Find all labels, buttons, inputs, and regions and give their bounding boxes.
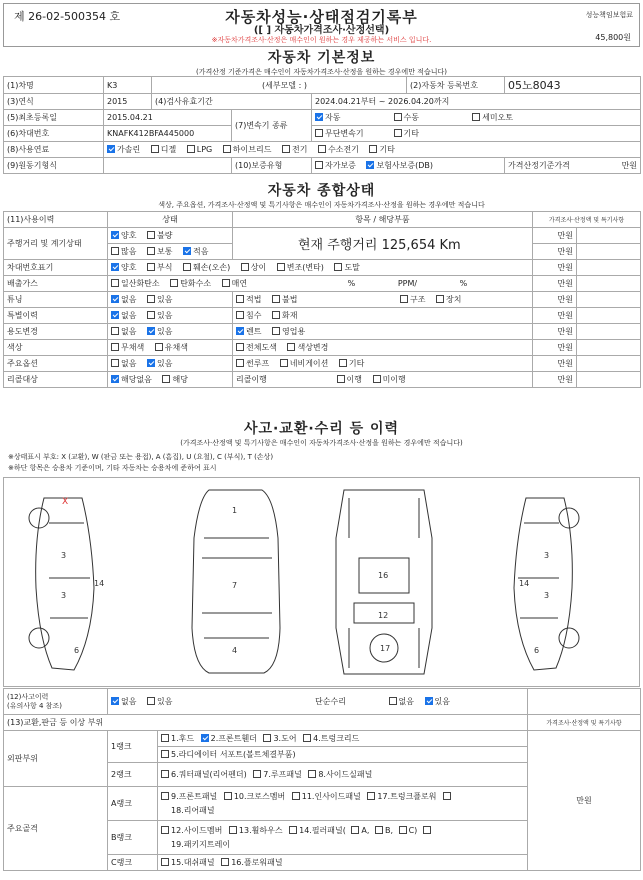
opt-label: 무채색 [121,343,145,352]
front-panel-check[interactable] [161,792,169,800]
document-header [3,3,640,47]
vin-value: KNAFK412BFA445000 [104,126,232,142]
svg-text:4: 4 [232,646,238,655]
opt-label: 자가보증 [325,161,356,170]
rankA-label: A랭크 [108,787,158,821]
odo-state-2 [108,244,233,260]
accident-table [3,688,641,871]
vinmark-diff-check[interactable] [241,263,249,271]
inside-panel-check[interactable] [292,792,300,800]
hybrid-check[interactable] [223,145,231,153]
opt-label: 없음 [121,697,137,706]
price-label: 가격산정기준가격 [508,161,570,170]
unit: 만원 [533,340,577,356]
side-sill-check[interactable] [308,770,316,778]
usage-detail [233,324,533,340]
first-reg-label: (5)최초등록일 [4,110,104,126]
status-h-price: 가격조사·산정액 및 특기사항 [533,212,641,228]
odo-few-check[interactable] [183,247,191,255]
tuning-illegal-check[interactable] [272,295,280,303]
special-detail [233,308,533,324]
opt-label: 무단변속기 [325,129,364,138]
document-subtitle: ([ ] 자동차가격조사·산정선택) [253,25,390,36]
opt-label: 이행 [346,375,363,384]
plate-number: 05노8043 [505,77,641,94]
floor-panel-check[interactable] [221,858,229,866]
parts-price-header: 가격조사·산정액 및 특기사항 [528,715,641,731]
manual-check[interactable] [394,113,402,121]
unit: 만원 [533,276,577,292]
unit: 만원 [533,228,577,244]
opt-label: 구조 [410,295,426,304]
opt-label: 가솔린 [117,145,141,154]
opt-label: 6.쿼터패널(리어펜더) [171,770,247,779]
opt-label: 전기 [291,145,308,154]
opt-label: 도말 [344,263,360,272]
unit: 만원 [533,260,577,276]
opt-label: 보통 [157,247,173,256]
opt-label: 세미오토 [482,113,514,122]
emission-options [108,276,533,292]
opt-label: 1.후드 [171,734,195,743]
parts-unit: 만원 [528,731,641,871]
auto-check[interactable] [315,113,323,121]
odo-good-check[interactable] [111,231,119,239]
hydrogen-check[interactable] [318,145,326,153]
opt-label: 장치 [446,295,462,304]
car-diagram [3,477,640,687]
price-unit: 만원 [621,161,638,170]
options-label: 주요옵션 [4,356,108,372]
hist-options [108,689,528,715]
quarter-panel-check[interactable] [161,770,169,778]
rankB-row [158,821,528,855]
pillar-b-check[interactable] [375,826,383,834]
sunroof-check[interactable] [236,359,244,367]
odo-normal-check[interactable] [147,247,155,255]
status-h-item: (11)사용이력 [4,212,108,228]
outer-label: 외판부위 [4,731,108,787]
trunk-floor-mark-check[interactable] [443,792,451,800]
cvt-check[interactable] [315,129,323,137]
special-label: 특별이력 [4,308,108,324]
odometer-reading: 현재 주행거리 125,654 Km [233,228,533,260]
odo-bad-check[interactable] [147,231,155,239]
usage-state [108,324,233,340]
svg-text:6: 6 [534,646,540,655]
dash-panel-check[interactable] [161,858,169,866]
opt-label: 있음 [157,295,173,304]
unit: 만원 [533,372,577,388]
hist-label-cell [4,689,108,715]
opt-label: 기타 [348,359,365,368]
opt-label: 훼손(오손) [193,263,231,272]
tuning-label: 튜닝 [4,292,108,308]
options-none-check[interactable] [111,359,119,367]
basic-info-heading [3,47,640,77]
svg-text:6: 6 [74,646,80,655]
diesel-check[interactable] [151,145,159,153]
pillar-mark-check[interactable] [423,826,431,834]
tuning-legal-check[interactable] [236,295,244,303]
recall2-label: 리콜이행 [236,375,267,384]
status-h-note: 항목 / 해당부품 [233,212,533,228]
opt-label: 11.인사이드패널 [301,791,361,801]
self-guarantee-check[interactable] [315,161,323,169]
recall-notdone-check[interactable] [373,375,381,383]
basic-info-sub: (가격산정 기준가격은 매수인이 자동차가격조사·산정을 원하는 경우에만 적습니다) [196,68,447,76]
basic-info-table [3,76,641,174]
lpg-check[interactable] [187,145,195,153]
status-sub: 색상, 주요옵션, 가격조사·산정액 및 특기사항은 매수인이 자동차가격조사·산정을 원하는 경우에만 적습니다 [158,201,485,209]
vinmark-options [108,260,533,276]
opt-label: 유채색 [164,343,188,352]
rank2-label: 2랭크 [108,763,158,787]
svg-text:3: 3 [61,551,67,560]
opt-label: 네비게이션 [289,359,329,368]
recall-label: 리콜대상 [4,372,108,388]
pillar-panel-check[interactable] [289,826,297,834]
svg-text:16: 16 [378,571,389,580]
opt-label: 수소전기 [327,145,359,154]
opt-label: 적음 [193,247,209,256]
opt-label: 있음 [157,359,173,368]
options-detail [233,356,533,372]
opt-label: 있음 [157,327,173,336]
rankB-label: B랭크 [108,821,158,855]
simple-yes-check[interactable] [425,697,433,705]
svg-text:3: 3 [61,591,67,600]
opt-label: 부식 [157,263,173,272]
simple-none-check[interactable] [389,697,397,705]
opt-label: 적법 [246,295,262,304]
engine-type-label: (9)원동기형식 [4,158,104,174]
color-state [108,340,233,356]
roof-panel-check[interactable] [253,770,261,778]
opt-label: 8.사이드실패널 [318,770,373,779]
transmission-options-2 [312,126,641,142]
name-label: (1)차명 [4,77,104,94]
opt-label: 전체도색 [246,343,277,352]
accident-title: 사고·교환·수리 등 이력 [243,421,400,437]
valid-value: 2024.04.21부터 ~ 2026.04.20까지 [312,94,641,110]
opt-label: 영업용 [282,327,306,336]
recall-state [108,372,233,388]
opt-label: 5.라디에이터 서포트(볼트체결부품) [171,750,296,759]
svg-text:14: 14 [519,579,530,588]
svg-text:7: 7 [232,581,238,590]
opt-label: 있음 [434,697,450,706]
smoke-check[interactable] [222,279,230,287]
opt-label: 4.트렁크리드 [313,734,360,743]
simple-repair-label: 단순수리 [315,697,346,706]
vinmark-smear-check[interactable] [334,263,342,271]
unit-pct: % [459,279,468,288]
opt-label: 16.플로워패널 [231,858,283,867]
usage-yes-check[interactable] [147,327,155,335]
unit: 만원 [533,356,577,372]
opt-label: 기타 [403,129,420,138]
guarantee-label: (10)보증유형 [232,158,312,174]
basic-info-title: 자동차 기본정보 [267,50,376,66]
status-heading [3,180,640,210]
opt-label: 없음 [121,359,137,368]
opt-label: LPG [196,145,213,154]
accident-heading [3,418,640,448]
opt-label: 17.트렁크플로워 [377,791,437,801]
full-paint-check[interactable] [236,343,244,351]
color-change-check[interactable] [287,343,295,351]
special-state [108,308,233,324]
semi-auto-check[interactable] [472,113,480,121]
opt-label: 해당없음 [121,375,152,384]
tuning-detail [233,292,533,308]
recall-na-check[interactable] [111,375,119,383]
fuel-options [104,142,641,158]
opt-label: 변조(변타) [286,263,324,272]
package-tray-label: 19.패키지트레이 [171,839,231,849]
accident-sub: (가격조사·산정액 및 특기사항은 매수인이 자동차가격조사·산정을 원하는 경우에만 적습니다) [180,439,463,447]
insurance-fee: 45,800원 [595,33,631,42]
opt-label: 3.도어 [273,734,297,743]
guarantee-options [312,158,505,174]
opt-label: 7.루프패널 [263,770,302,779]
opt-label: 9.프론트패널 [171,791,218,801]
car-name: K3 [104,77,152,94]
legend-note: ※하단 항목은 승용차 기준이며, 기타 자동차는 승용차에 준하여 표시 [8,464,217,472]
vinmark-rust-check[interactable] [147,263,155,271]
fire-check[interactable] [272,311,280,319]
opt-label: 매연 [231,279,248,288]
svg-text:12: 12 [378,611,389,620]
navigation-check[interactable] [280,359,288,367]
opt-label: 미이행 [382,375,406,384]
emission-label: 배출가스 [4,276,108,292]
tuning-none-check[interactable] [111,295,119,303]
options-yes-check[interactable] [147,359,155,367]
color-detail [233,340,533,356]
hist-label: (12)사고이력 [7,692,49,701]
opt-label: 디젤 [160,145,177,154]
opt-label: 탄화수소 [180,279,212,288]
unit: 만원 [533,324,577,340]
opt-label: 15.대쉬패널 [171,858,215,867]
odo-state-1 [108,228,233,244]
trans-other-check[interactable] [394,129,402,137]
rank1-label: 1랭크 [108,731,158,763]
fuel-label: (8)사용연료 [4,142,104,158]
fuel-other-check[interactable] [369,145,377,153]
status-title: 자동차 종합상태 [267,183,376,199]
opt-label: 불량 [157,231,173,240]
unit: 만원 [533,308,577,324]
radiator-support-check[interactable] [161,750,169,758]
opt-label: 14.필러패널( [299,825,346,835]
electric-check[interactable] [282,145,290,153]
rankC-row [158,855,528,871]
gasoline-check[interactable] [107,145,115,153]
opt-label: C) [408,825,418,835]
rent-check[interactable] [236,327,244,335]
opt-label: 있음 [157,697,173,706]
co-check[interactable] [111,279,119,287]
opt-label: 10.크로스멤버 [233,791,286,801]
hc-check[interactable] [170,279,178,287]
opt-label: 2.프론트휀더 [210,734,257,743]
first-reg-value: 2015.04.21 [104,110,232,126]
opt-label: A, [361,825,370,835]
unit: 만원 [533,292,577,308]
opt-label: 보험사보증(DB) [376,161,433,170]
pillar-a-check[interactable] [351,826,359,834]
chromatic-check[interactable] [155,343,163,351]
opt-label: 침수 [246,311,262,320]
opt-label: 하이브리드 [232,145,272,154]
insurer-guarantee-check[interactable] [366,161,374,169]
usage-label: 용도변경 [4,324,108,340]
hist-note: (유의사항 4 참조) [7,701,62,710]
opt-label: 수동 [403,113,420,122]
trunk-lid-check[interactable] [303,734,311,742]
svg-text:3: 3 [544,551,550,560]
opt-label: 있음 [157,311,173,320]
unit-ppm: PPM/ [397,279,418,288]
transmission-label: (7)변속기 종류 [232,110,312,142]
status-table [3,211,641,388]
opt-label: 불법 [282,295,298,304]
opt-label: 화재 [282,311,298,320]
year-label: (3)연식 [4,94,104,110]
tuning-state [108,292,233,308]
color-label: 색상 [4,340,108,356]
rear-panel-label: 18.리어패널 [171,805,215,815]
year-value: 2015 [104,94,152,110]
recall-done-check[interactable] [337,375,345,383]
vinmark-damage-check[interactable] [183,263,191,271]
exchange-mark: X [62,497,69,507]
business-check[interactable] [272,327,280,335]
special-none-check[interactable] [111,311,119,319]
tuning-struct-check[interactable] [400,295,408,303]
hist-none-check[interactable] [111,697,119,705]
opt-label: B, [384,825,394,835]
vin-label: (6)차대번호 [4,126,104,142]
opt-label: 12.사이드멤버 [171,825,223,835]
opt-label: 상이 [250,263,267,272]
insurance-label: 성능책임보험료 [585,11,633,19]
opt-label: 색상변경 [297,343,329,352]
vinmark-alter-check[interactable] [277,263,285,271]
document-title: 자동차성능·상태점검기록부 [225,8,418,26]
svg-text:14: 14 [94,579,105,588]
opt-label: 양호 [121,263,137,272]
plate-label: (2)자동차 등록번호 [407,77,505,94]
cross-member-check[interactable] [224,792,232,800]
opt-label: 없음 [121,295,137,304]
opt-label: 자동 [325,113,341,122]
achromatic-check[interactable] [111,343,119,351]
tuning-device-check[interactable] [436,295,444,303]
unit: 만원 [533,244,577,260]
opt-label: 썬루프 [246,359,270,368]
opt-label: 없음 [121,327,137,336]
rank1-row-a [158,731,528,747]
usage-none-check[interactable] [111,327,119,335]
front-fender-check[interactable] [201,734,209,742]
recall-detail [233,372,533,388]
svg-text:1: 1 [232,506,238,515]
opt-label: 일산화탄소 [121,279,160,288]
opt-label: 많음 [121,247,137,256]
odo-label: 주행거리 및 계기상태 [4,228,108,260]
frame-label: 주요골격 [4,787,108,871]
opt-label: 해당 [172,375,188,384]
wheel-house-check[interactable] [229,826,237,834]
hist-yes-check[interactable] [147,697,155,705]
vinmark-label: 차대번호표기 [4,260,108,276]
opt-label: 기타 [379,145,395,154]
tuning-yes-check[interactable] [147,295,155,303]
detail-model: (세부모델 : ) [152,77,407,94]
vinmark-good-check[interactable] [111,263,119,271]
status-h-state: 상태 [108,212,233,228]
door-check[interactable] [263,734,271,742]
odo-many-check[interactable] [111,247,119,255]
svg-text:17: 17 [380,644,391,653]
valid-label: (4)검사유효기간 [152,94,312,110]
rank2-row [158,763,528,787]
hood-check[interactable] [161,734,169,742]
options-state [108,356,233,372]
document-number: 제 26-02-500354 호 [14,10,121,23]
car-diagram-svg [4,478,639,686]
flood-check[interactable] [236,311,244,319]
side-member-check[interactable] [161,826,169,834]
opt-label: 양호 [121,231,137,240]
rankC-label: C랭크 [108,855,158,871]
svg-text:3: 3 [544,591,550,600]
pillar-c-check[interactable] [399,826,407,834]
opt-label: 없음 [121,311,137,320]
transmission-options-1 [312,110,641,126]
options-other-check[interactable] [339,359,347,367]
recall-yes-check[interactable] [162,375,170,383]
price-cell [505,158,641,174]
legend-symbols: ※상태표시 부호: X (교환), W (판금 또는 용접), A (흠집), U (요철), C (부식), T (손상) [8,453,274,461]
rank1-row-b [158,747,528,763]
special-yes-check[interactable] [147,311,155,319]
unit-pct: % [347,279,356,288]
opt-label: 13.휠하우스 [238,825,283,835]
rankA-row [158,787,528,821]
service-warning: ※자동차가격조사·산정은 매수인이 원하는 경우 제공하는 서비스 입니다. [211,36,432,44]
parts-label: (13)교환,판금 등 이상 부위 [4,715,528,731]
trunk-floor-check[interactable] [367,792,375,800]
opt-label: 없음 [398,697,414,706]
opt-label: 렌트 [246,327,262,336]
